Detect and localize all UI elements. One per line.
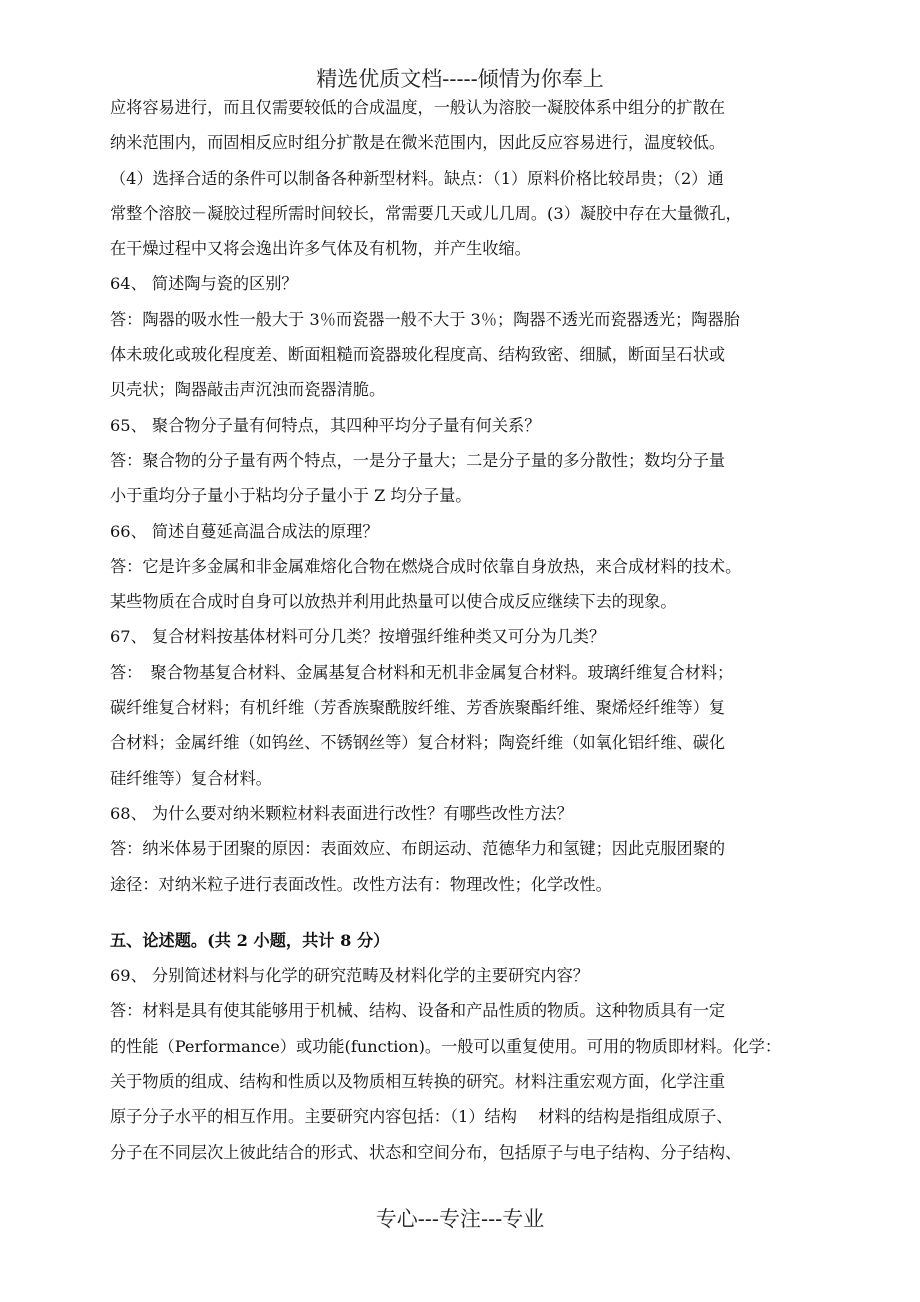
text-line: 关于物质的组成、结构和性质以及物质相互转换的研究。材料注重宏观方面，化学注重 xyxy=(110,1072,726,1092)
text-line: 纳米范围内，而固相反应时组分扩散是在微米范围内，因此反应容易进行，温度较低。 xyxy=(110,133,726,153)
question-66: 66、 简述自蔓延高温合成法的原理？ xyxy=(110,521,379,541)
text-line: 某些物质在合成时自身可以放热并利用此热量可以使合成反应继续下去的现象。 xyxy=(110,592,677,612)
page-header: 精选优质文档-----倾情为你奉上 xyxy=(316,67,604,91)
question-64: 64、 简述陶与瓷的区别？ xyxy=(110,274,298,294)
answer-69: 答：材料是具有使其能够用于机械、结构、设备和产品性质的物质。这种物质具有一定 xyxy=(110,1001,726,1021)
page-footer: 专心---专注---专业 xyxy=(375,1207,545,1231)
text-line: 途径：对纳米粒子进行表面改性。改性方法有：物理改性；化学改性。 xyxy=(110,874,612,894)
text-line: 碳纤维复合材料；有机纤维（芳香族聚酰胺纤维、芳香族聚酯纤维、聚烯烃纤维等）复 xyxy=(110,698,726,718)
question-67: 67、 复合材料按基体材料可分几类？按增强纤维种类又可分为几类？ xyxy=(110,627,606,647)
document-body xyxy=(110,90,822,1170)
answer-68: 答：纳米体易于团聚的原因：表面效应、布朗运动、范德华力和氢键；因此克服团聚的 xyxy=(110,839,726,859)
question-65: 65、 聚合物分子量有何特点，其四种平均分子量有何关系？ xyxy=(110,415,541,435)
text-line: 原子分子水平的相互作用。主要研究内容包括：（1）结构 材料的结构是指组成原子、 xyxy=(110,1107,733,1127)
text-line: 在干燥过程中又将会逸出许多气体及有机物，并产生收缩。 xyxy=(110,239,531,259)
answer-65: 答：聚合物的分子量有两个特点，一是分子量大；二是分子量的多分散性；数均分子量 xyxy=(110,450,726,470)
text-line: 合材料；金属纤维（如钨丝、不锈钢丝等）复合材料；陶瓷纤维（如氧化铝纤维、碳化 xyxy=(110,733,726,753)
text-line: （4）选择合适的条件可以制备各种新型材料。缺点：（1）原料价格比较昂贵；（2）通 xyxy=(110,168,724,188)
text-line: 体未玻化或玻化程度差、断面粗糙而瓷器玻化程度高、结构致密、细腻，断面呈石状或 xyxy=(110,345,726,365)
question-68: 68、 为什么要对纳米颗粒材料表面进行改性？有哪些改性方法？ xyxy=(110,803,573,823)
answer-66: 答：它是许多金属和非金属难熔化合物在燃烧合成时依靠自身放热，来合成材料的技术。 xyxy=(110,556,742,576)
text-line: 应将容易进行，而且仅需要较低的合成温度，一般认为溶胶一凝胶体系中组分的扩散在 xyxy=(110,98,726,117)
answer-67: 答： 聚合物基复合材料、金属基复合材料和无机非金属复合材料。玻璃纤维复合材料； xyxy=(110,662,734,682)
section-heading: 五、论述题。(共 2 小题，共计 8 分） xyxy=(110,930,390,950)
text-line: 常整个溶胶－凝胶过程所需时间较长，常需要几天或儿几周。(3）凝胶中存在大量微孔， xyxy=(110,203,742,223)
text-line: 贝壳状；陶器敲击声沉浊而瓷器清脆。 xyxy=(110,380,386,400)
text-line: 的性能（Performance）或功能(function)。一般可以重复使用。可用的物质即材料。化学： xyxy=(110,1036,782,1056)
text-line: 分子在不同层次上彼此结合的形式、状态和空间分布，包括原子与电子结构、分子结构、 xyxy=(110,1142,742,1162)
text-line: 小于重均分子量小于粘均分子量小于 Z 均分子量。 xyxy=(110,486,472,506)
answer-64: 答：陶器的吸水性一般大于 3％而瓷器一般不大于 3％；陶器不透光而瓷器透光；陶器胎 xyxy=(110,309,740,329)
text-line: 硅纤维等）复合材料。 xyxy=(110,768,272,788)
question-69: 69、 分别简述材料与化学的研究范畴及材料化学的主要研究内容？ xyxy=(110,966,589,986)
